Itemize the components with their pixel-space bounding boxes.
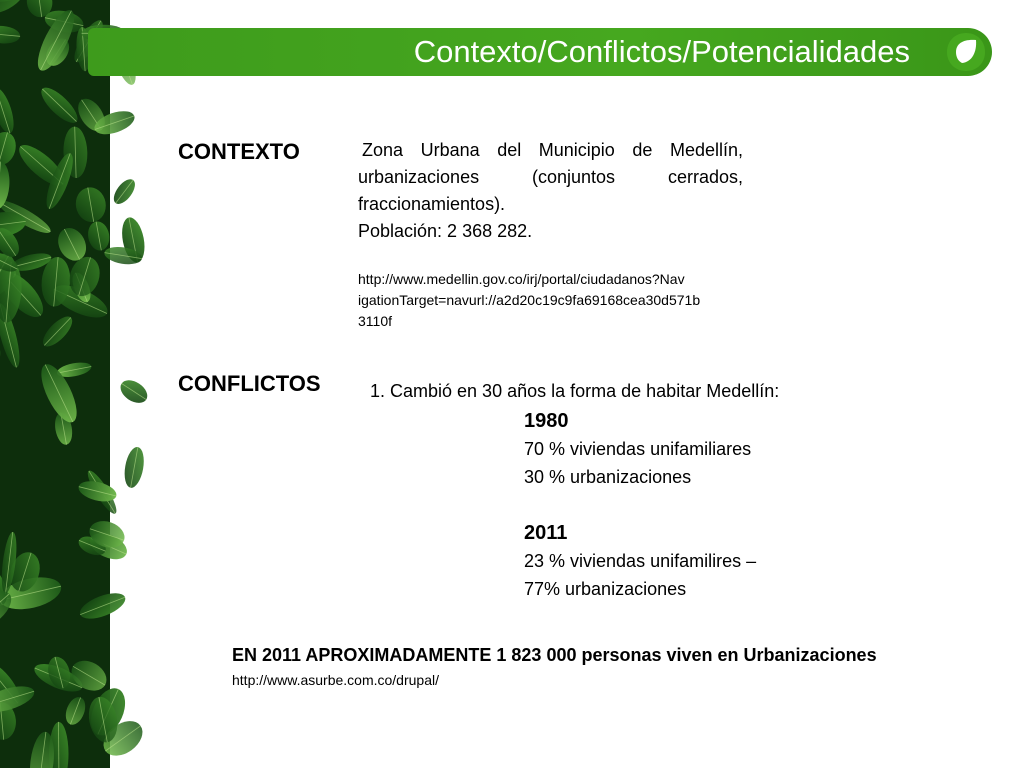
year-heading: 1980 (524, 410, 569, 432)
page-title: Contexto/Conflictos/Potencialidades (413, 34, 910, 69)
summary-statement: EN 2011 APROXIMADAMENTE 1 823 000 personas viven en Urbanizaciones (232, 645, 877, 665)
poblacion-text: Población: 2 368 282. (358, 221, 533, 241)
summary-source-url[interactable]: http://www.asurbe.com.co/drupal/ (232, 672, 439, 688)
contexto-line: urbanizaciones (conjuntos cerrados, (358, 167, 743, 187)
leaf-badge-icon (944, 30, 988, 74)
contexto-label: CONTEXTO (178, 139, 300, 164)
foliage-border (0, 0, 170, 768)
year-heading: 2011 (524, 522, 568, 544)
contexto-source-url[interactable] (358, 269, 748, 332)
conflictos-lead: 1. Cambió en 30 años la forma de habitar Medellín: (370, 381, 780, 401)
leaf-vein (59, 722, 60, 768)
contexto-line: fraccionamientos). (358, 194, 506, 214)
stat-line: 77% urbanizaciones (524, 579, 687, 599)
contexto-description (358, 137, 743, 245)
year-block-1980 (524, 407, 751, 491)
stat-line: 70 % viviendas unifamiliares (524, 439, 752, 459)
url-line: igationTarget=navurl://a2d20c19c9fa69168cea30d571b (358, 292, 701, 308)
url-line: 3110f (358, 313, 392, 329)
title-banner (88, 28, 992, 76)
stat-line: 30 % urbanizaciones (524, 467, 692, 487)
contexto-line: Zona Urbana del Municipio de Medellín, (362, 140, 743, 160)
url-line: http://www.medellin.gov.co/irj/portal/ciudadanos?Nav (358, 271, 685, 287)
stat-line: 23 % viviendas unifamilires – (524, 551, 757, 571)
year-block-2011 (524, 519, 756, 603)
leaf-foliage-icon (0, 0, 170, 768)
conflictos-label: CONFLICTOS (178, 371, 321, 396)
